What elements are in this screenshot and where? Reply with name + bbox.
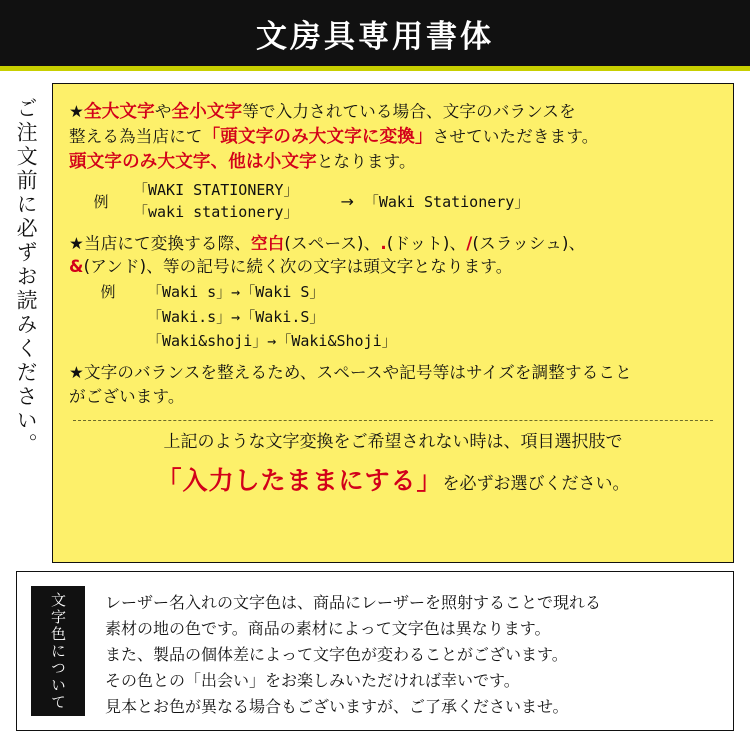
section1-line-1 bbox=[69, 100, 717, 125]
section1-example-before-2: 「waki stationery」 bbox=[133, 203, 299, 222]
section2-example-line-2: 「Waki.s」→「Waki.S」 bbox=[147, 307, 325, 326]
section2-red-4: & bbox=[69, 256, 84, 276]
bullet-star: ★ bbox=[69, 102, 84, 121]
notice-panel bbox=[52, 83, 734, 563]
section3-line-2: がございます。 bbox=[69, 386, 185, 406]
notice-section-2 bbox=[69, 232, 717, 354]
section1-text-2: 等で入力されている場合、文字のバランスを bbox=[242, 102, 576, 121]
notice-closing bbox=[69, 431, 717, 498]
vertical-caption bbox=[0, 79, 52, 571]
section2-text-3: (ドット)、 bbox=[386, 233, 467, 253]
notice-section-1 bbox=[69, 100, 717, 224]
section1-example-before bbox=[133, 179, 298, 224]
main-content bbox=[0, 71, 750, 571]
text-color-line-2: 素材の地の色です。商品の素材によって文字色は異なります。 bbox=[105, 618, 551, 638]
closing-tail-text: を必ずお選びください。 bbox=[442, 473, 630, 494]
closing-strong-text: 「入力したままにする」 bbox=[156, 465, 443, 495]
text-color-line-4: その色との「出会い」をお楽しみいただければ幸いです。 bbox=[105, 670, 520, 690]
section1-example bbox=[69, 179, 717, 224]
section1-red-1: 全大文字 bbox=[84, 102, 155, 122]
section2-line-2 bbox=[69, 255, 717, 278]
section2-text-1: ★当店にて変換する際、 bbox=[69, 233, 251, 253]
section2-text-4: (スラッシュ)、 bbox=[472, 233, 586, 253]
text-color-line-3: また、製品の個体差によって文字色が変わることがございます。 bbox=[105, 644, 568, 664]
section2-example bbox=[69, 280, 717, 353]
text-color-description bbox=[85, 572, 733, 730]
closing-line-1: 上記のような文字変換をご希望されない時は、項目選択肢で bbox=[163, 432, 623, 453]
section1-text-1: や bbox=[154, 102, 172, 121]
section1-example-after: 「Waki Stationery」 bbox=[363, 192, 530, 211]
page-header bbox=[0, 0, 750, 66]
closing-line-2 bbox=[69, 463, 717, 498]
section3-line-1: ★文字のバランスを整えるため、スペースや記号等はサイズを調整すること bbox=[69, 363, 632, 383]
section1-text-3: 整える為当店にて bbox=[69, 126, 203, 146]
section2-red-2: . bbox=[380, 233, 387, 253]
section2-red-1: 空白 bbox=[251, 233, 285, 253]
notice-section-3 bbox=[69, 361, 717, 408]
section2-example-line-1: 「Waki s」→「Waki S」 bbox=[147, 283, 325, 302]
section1-line-3 bbox=[69, 150, 717, 175]
vertical-caption-text: ご注文前に必ずお読みください。 bbox=[14, 97, 39, 457]
section1-text-4: させていただきます。 bbox=[432, 126, 599, 146]
section2-red-3: / bbox=[466, 233, 473, 253]
section2-text-2: (スペース)、 bbox=[284, 233, 381, 253]
section1-red-4: 頭文字のみ大文字、他は小文字 bbox=[69, 151, 317, 172]
section1-red-2: 全小文字 bbox=[171, 102, 243, 122]
text-color-box bbox=[16, 571, 734, 731]
text-color-tab-label: 文字色について bbox=[49, 591, 67, 711]
section1-example-label: 例 bbox=[93, 192, 109, 211]
section2-example-line-3: 「Waki&shoji」→「Waki&Shoji」 bbox=[147, 331, 397, 350]
text-color-line-1: レーザー名入れの文字色は、商品にレーザーを照射することで現れる bbox=[105, 593, 602, 612]
section2-example-label: 例 bbox=[100, 283, 116, 302]
section2-text-5: (アンド)、等の記号に続く次の文字は頭文字となります。 bbox=[83, 256, 513, 276]
section1-text-5: となります。 bbox=[316, 151, 416, 171]
text-color-line-5: 見本とお色が異なる場合もございますが、ご了承くださいませ。 bbox=[105, 696, 569, 716]
section2-example-lines bbox=[147, 280, 397, 353]
text-color-tab bbox=[31, 586, 85, 716]
section1-line-2 bbox=[69, 125, 717, 150]
page-title: 文房具専用書体 bbox=[256, 18, 494, 55]
section2-line-1 bbox=[69, 232, 717, 255]
section1-red-3: 「頭文字のみ大文字に変換」 bbox=[202, 126, 433, 147]
section1-example-arrow: → bbox=[340, 191, 354, 211]
section1-example-before-1: 「WAKI STATIONERY」 bbox=[133, 180, 299, 199]
notice-divider bbox=[73, 420, 713, 421]
